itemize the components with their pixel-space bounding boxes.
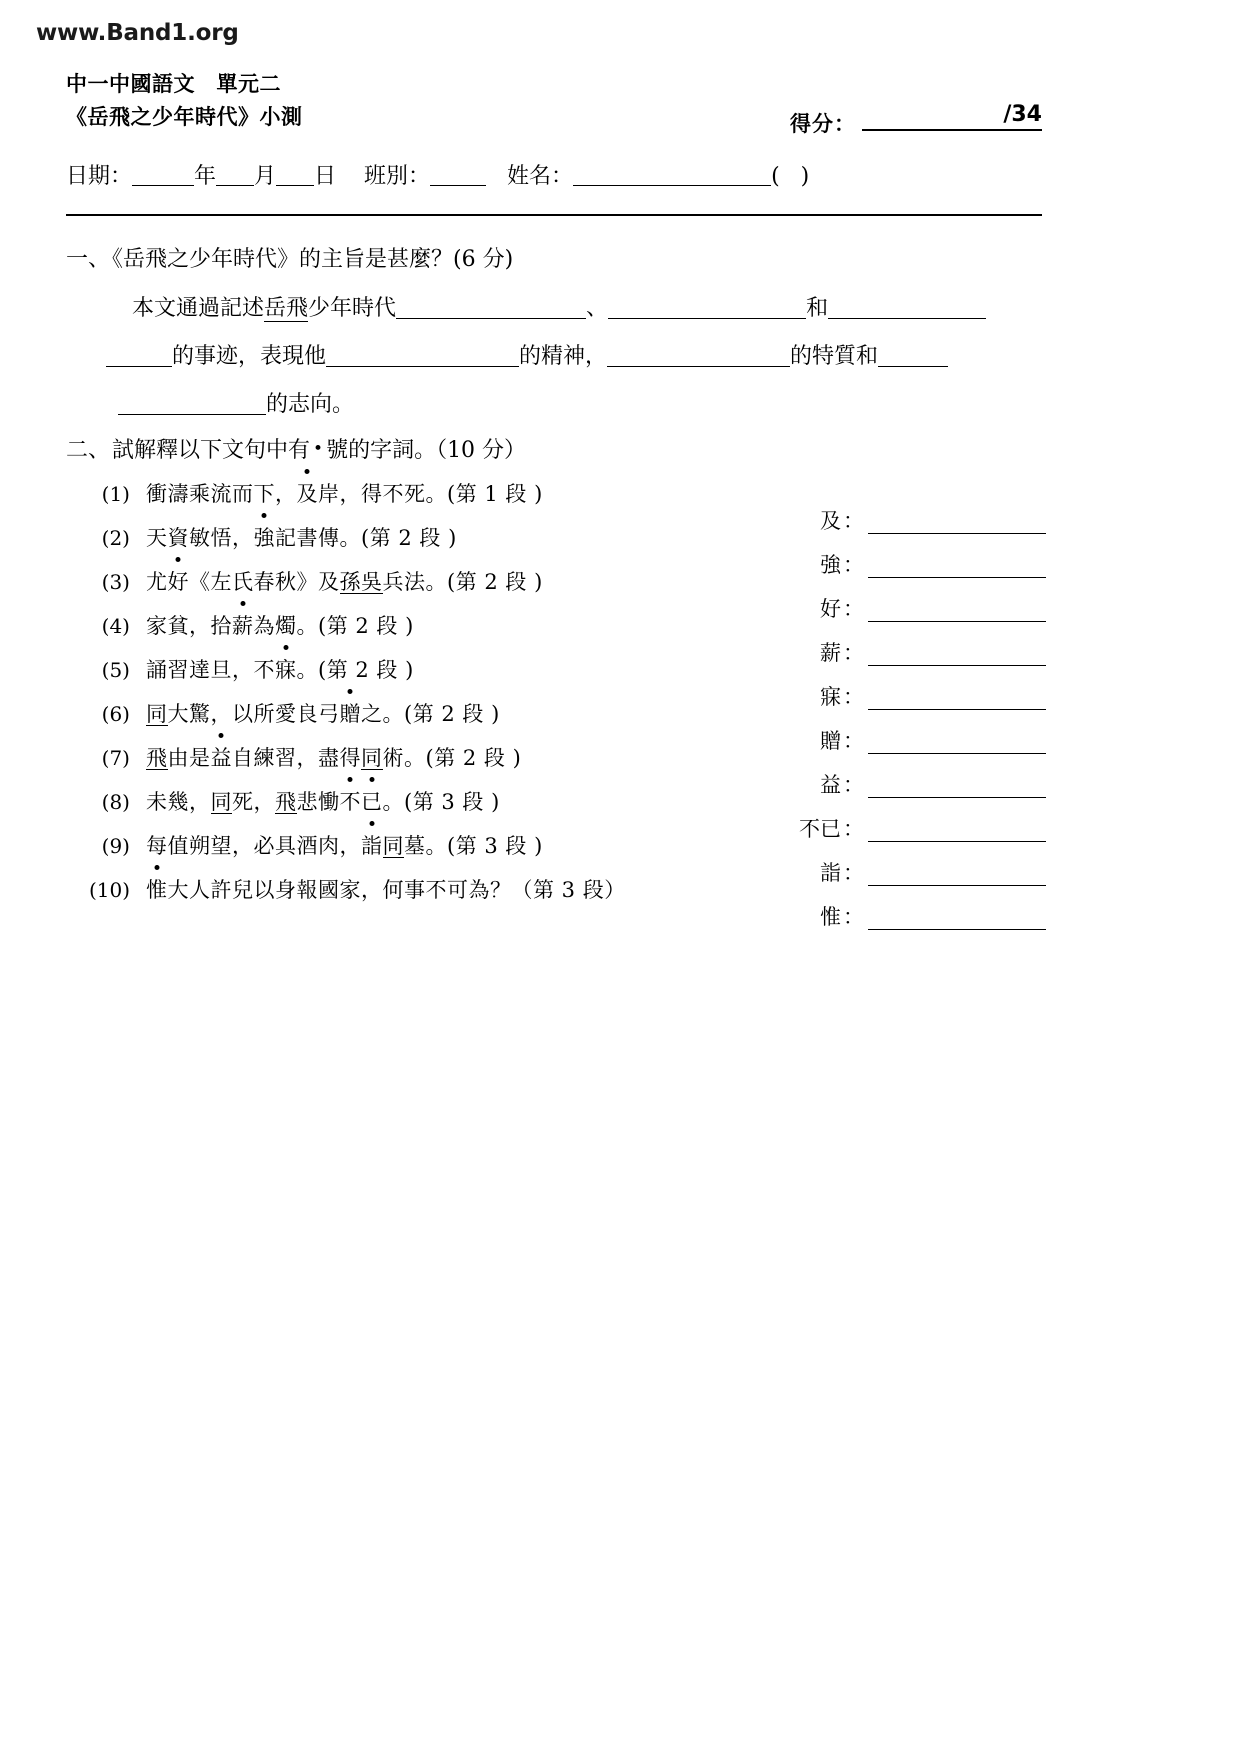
header-divider <box>66 214 1042 216</box>
score-label: 得分： <box>790 112 856 136</box>
answer-blank[interactable] <box>868 507 1046 534</box>
answer-key-term: 益 <box>820 773 841 797</box>
underlined-term: 同 <box>361 746 383 770</box>
answer-row <box>746 798 1046 842</box>
q1-text-c: 和 <box>806 296 829 321</box>
emphasis-dotted-char: 及 <box>297 478 319 508</box>
emphasis-dotted-char: 益 <box>211 742 233 772</box>
answer-key-term: 強 <box>820 553 841 577</box>
score-field <box>790 104 1042 138</box>
sentence-text: 天資敏悟， <box>146 526 254 550</box>
q1-text-b: 少年時代 <box>308 296 397 321</box>
answer-key-term: 薪 <box>820 641 841 665</box>
answer-colon: ： <box>843 597 864 621</box>
question-item <box>66 742 726 786</box>
sentence-text: 大人許兒以身報國家，何事不可為？（第 3 段） <box>167 878 626 902</box>
dot-symbol-icon: • <box>313 439 324 459</box>
answer-row <box>746 578 1046 622</box>
answer-colon: ： <box>843 861 864 885</box>
underlined-term: 飛 <box>275 790 297 814</box>
q1-text-d: 的事迹，表現他 <box>172 344 327 369</box>
sentence-text: 術。(第 2 段 ) <box>382 746 522 770</box>
name-blank[interactable] <box>573 164 771 186</box>
question-sentence <box>146 786 726 816</box>
section-two-heading <box>66 432 1046 468</box>
name-bracket-close: ) <box>800 164 810 189</box>
worksheet-header <box>66 68 1042 138</box>
question-sentence <box>146 698 726 728</box>
question-item <box>66 610 726 654</box>
q1-blank-8[interactable] <box>118 390 266 415</box>
q1-text-e: 的精神， <box>519 344 608 369</box>
emphasis-dotted-char: 不 <box>340 786 362 816</box>
sentence-text: 墓。(第 3 段 ) <box>404 834 543 858</box>
answer-key-term: 詣 <box>820 861 841 885</box>
q1-blank-4[interactable] <box>106 342 172 367</box>
question-list <box>66 478 726 918</box>
answer-row <box>746 622 1046 666</box>
question-index: (10) <box>88 878 130 902</box>
q1-blank-1[interactable] <box>396 294 586 319</box>
answer-colon: ： <box>843 509 864 533</box>
sentence-text: 記書傳。(第 2 段 ) <box>275 526 457 550</box>
sentence-text: 衝濤乘流而下， <box>146 482 297 506</box>
q1-blank-7[interactable] <box>878 342 948 367</box>
q1-blank-3[interactable] <box>828 294 986 319</box>
answer-row <box>746 842 1046 886</box>
question-sentence <box>146 478 726 508</box>
answer-colon: ： <box>843 773 864 797</box>
answer-blank[interactable] <box>868 859 1046 886</box>
answer-row <box>746 534 1046 578</box>
section-two <box>66 432 1046 929</box>
fill-line-2 <box>66 333 1046 381</box>
class-blank[interactable] <box>430 164 486 186</box>
question-index: (3) <box>101 570 130 594</box>
q1-blank-2[interactable] <box>608 294 806 319</box>
answer-colon: ： <box>843 905 864 929</box>
sentence-text: 。(第 3 段 ) <box>382 790 500 814</box>
answer-colon: ： <box>843 641 864 665</box>
emphasis-dotted-char: 詣 <box>361 830 383 860</box>
question-sentence <box>146 522 726 552</box>
name-bracket-open: ( <box>771 164 780 189</box>
score-input-blank[interactable] <box>862 104 1042 131</box>
answer-key-term: 贈 <box>820 729 841 753</box>
sentence-text: 。(第 2 段 ) <box>296 658 414 682</box>
question-item <box>66 654 726 698</box>
answer-blank[interactable] <box>868 903 1046 930</box>
question-sentence <box>146 742 726 772</box>
question-item <box>66 478 726 522</box>
answer-row <box>746 886 1046 930</box>
sentence-text: 岸，得不死。(第 1 段 ) <box>318 482 543 506</box>
sentence-text: 由是 <box>167 746 211 770</box>
answer-blank[interactable] <box>868 771 1046 798</box>
emphasis-dotted-char: 薪 <box>232 610 254 640</box>
course-line: 中一中國語文 單元二 <box>66 72 281 96</box>
question-index: (9) <box>101 834 130 858</box>
question-item <box>66 566 726 610</box>
answer-colon: ： <box>843 729 864 753</box>
emphasis-dotted-char: 贈 <box>340 698 362 728</box>
answer-colon: ： <box>843 553 864 577</box>
sentence-text: 大驚，以所愛良弓 <box>167 702 340 726</box>
sentence-text: 未幾， <box>146 790 211 814</box>
fill-line-1 <box>66 285 1046 333</box>
year-unit: 年 <box>194 164 217 189</box>
answer-key-term: 及 <box>820 509 841 533</box>
question-index: (7) <box>101 746 130 770</box>
emphasis-dotted-char: 已 <box>361 786 383 816</box>
section-two-title-a: 試解釋以下文句中有 <box>112 438 311 463</box>
answer-colon: ： <box>843 817 864 841</box>
sentence-text: 家貧，拾 <box>146 614 232 638</box>
section-one-title: 《岳飛之少年時代》的主旨是甚麼？(6 分) <box>112 247 514 272</box>
emphasis-dotted-char: 惟 <box>146 874 168 904</box>
q1-text-a: 本文通過記述 <box>132 296 265 321</box>
answer-row <box>746 666 1046 710</box>
question-index: (1) <box>101 482 130 506</box>
answer-blank[interactable] <box>868 639 1046 666</box>
section-one-body <box>66 285 1046 429</box>
underlined-term: 飛 <box>146 746 168 770</box>
section-two-body <box>66 478 1046 929</box>
date-year-blank[interactable] <box>132 164 194 186</box>
underlined-term: 同 <box>210 790 232 814</box>
question-index: (5) <box>101 658 130 682</box>
question-sentence <box>146 566 726 596</box>
sentence-text: 為燭。(第 2 段 ) <box>253 614 414 638</box>
answer-blank[interactable] <box>868 595 1046 622</box>
student-info-row <box>66 162 1046 192</box>
section-one <box>66 243 1046 429</box>
answer-row <box>746 710 1046 754</box>
q1-blank-6[interactable] <box>607 342 790 367</box>
answer-column <box>746 490 1046 930</box>
class-label: 班別： <box>364 164 431 189</box>
sentence-text: 誦習達旦，不 <box>146 658 275 682</box>
sentence-text: 自練習，盡得 <box>232 746 361 770</box>
q1-underlined-name: 岳飛 <box>264 296 309 321</box>
emphasis-dotted-char: 好 <box>168 566 190 596</box>
q1-text-g: 的志向。 <box>266 392 355 417</box>
name-label: 姓名： <box>507 164 574 189</box>
sentence-text: 每值朔望，必具酒肉， <box>146 834 361 858</box>
sentence-text: 《左氏春秋》及 <box>189 570 340 594</box>
question-index: (4) <box>101 614 130 638</box>
date-month-blank[interactable] <box>216 164 254 186</box>
question-index: (8) <box>101 790 130 814</box>
answer-row <box>746 490 1046 534</box>
sentence-text: 悲慟 <box>296 790 340 814</box>
sentence-text: 之。(第 2 段 ) <box>361 702 500 726</box>
q1-text-f: 的特質和 <box>790 344 879 369</box>
answer-key-term: 好 <box>820 597 841 621</box>
answer-key-term: 不已 <box>799 817 841 841</box>
answer-blank[interactable] <box>868 683 1046 710</box>
emphasis-dotted-char: 寐 <box>275 654 297 684</box>
question-item <box>66 830 726 874</box>
header-titles <box>66 68 303 134</box>
month-unit: 月 <box>254 164 277 189</box>
answer-row <box>746 754 1046 798</box>
answer-key-term: 惟 <box>820 905 841 929</box>
fill-line-3 <box>66 381 1046 429</box>
question-sentence <box>146 610 726 640</box>
day-unit: 日 <box>314 164 337 189</box>
underlined-term: 同 <box>146 702 168 726</box>
question-item <box>66 786 726 830</box>
emphasis-dotted-char: 強 <box>254 522 276 552</box>
site-url: www.Band1.org <box>36 20 239 46</box>
section-one-number: 一、 <box>66 247 111 272</box>
answer-key-term: 寐 <box>820 685 841 709</box>
question-item <box>66 522 726 566</box>
answer-blank[interactable] <box>868 815 1046 842</box>
question-item <box>66 874 726 918</box>
answer-colon: ： <box>843 685 864 709</box>
question-sentence <box>146 830 726 860</box>
section-two-number: 二、 <box>66 438 111 463</box>
underlined-term: 同 <box>382 834 404 858</box>
q1-blank-5[interactable] <box>326 342 519 367</box>
score-total: /34 <box>1003 102 1042 127</box>
question-sentence <box>146 874 726 904</box>
date-day-blank[interactable] <box>276 164 314 186</box>
date-label: 日期： <box>66 164 133 189</box>
underlined-term: 孫吳 <box>339 570 383 594</box>
question-item <box>66 698 726 742</box>
question-sentence <box>146 654 726 684</box>
page-title: 《岳飛之少年時代》小測 <box>66 105 303 129</box>
section-one-heading <box>66 243 1046 277</box>
sentence-text: 尤 <box>146 570 168 594</box>
answer-blank[interactable] <box>868 727 1046 754</box>
q1-sep: 、 <box>586 296 609 321</box>
answer-blank[interactable] <box>868 551 1046 578</box>
sentence-text: 死， <box>232 790 275 814</box>
section-two-title-b: 號的字詞。（10 分） <box>326 438 527 463</box>
question-index: (2) <box>101 526 130 550</box>
sentence-text: 兵法。(第 2 段 ) <box>382 570 543 594</box>
question-index: (6) <box>101 702 130 726</box>
